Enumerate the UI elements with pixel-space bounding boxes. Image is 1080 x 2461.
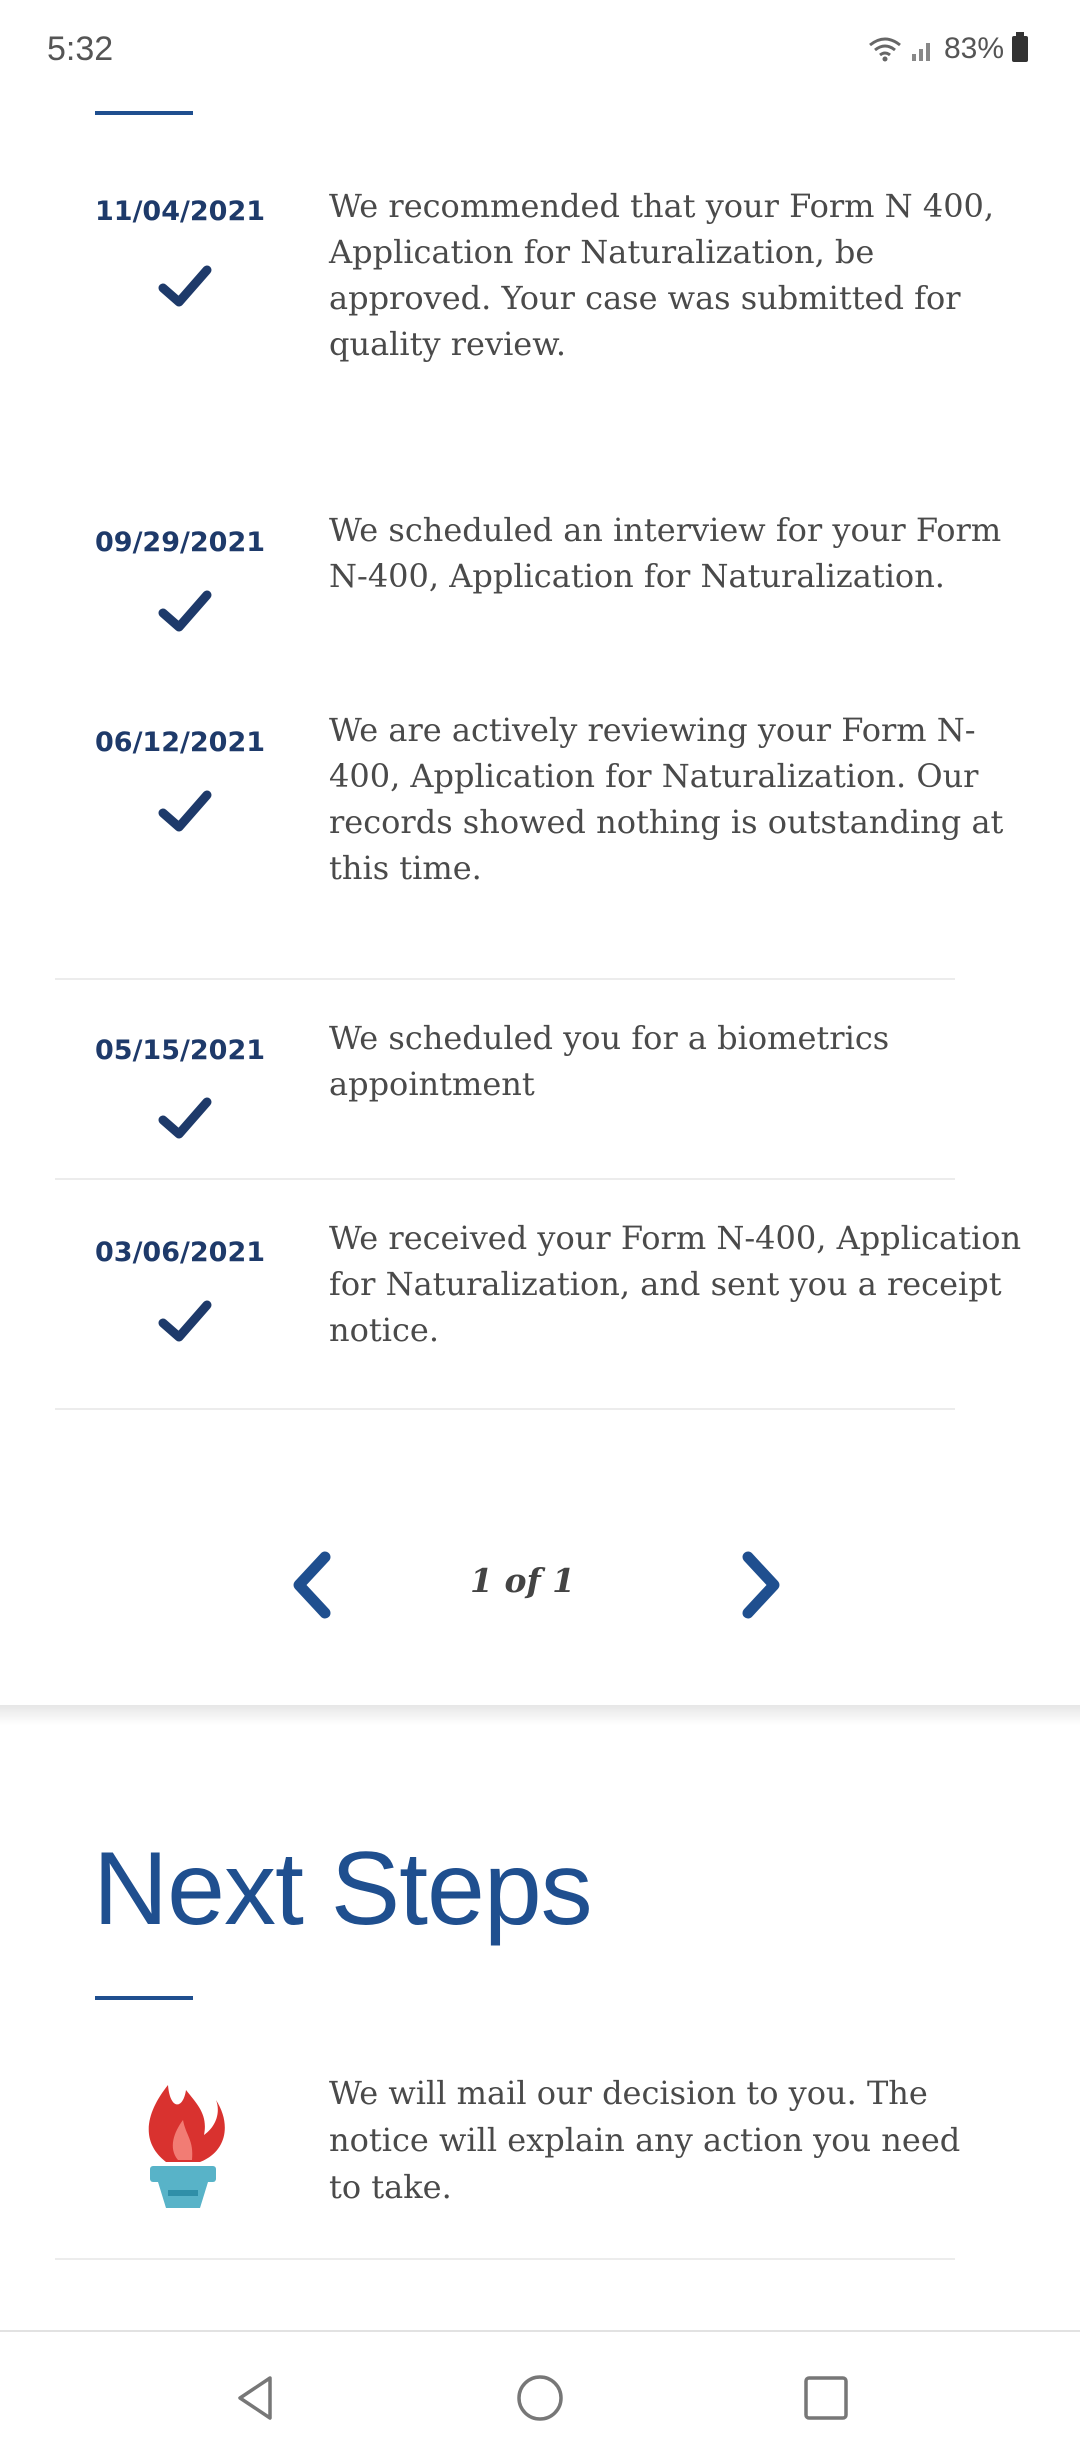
wifi-icon: [868, 36, 902, 62]
chevron-right-icon: [730, 1545, 790, 1625]
battery-percent: 83%: [943, 32, 1004, 65]
event-date: 11/04/2021: [95, 196, 266, 227]
next-page-button[interactable]: [730, 1545, 790, 1625]
next-steps-accent-bar: [95, 1996, 193, 2000]
recents-icon: [796, 2368, 856, 2428]
check-icon: [157, 258, 213, 314]
next-step-item: [55, 2040, 961, 2260]
event-description: We recommended that your Form N 400, Application for Naturalization, be approved. Your case was submitted for quality review.: [329, 187, 995, 363]
signal-icon: [910, 36, 936, 62]
home-icon: [510, 2368, 570, 2428]
event-date: 03/06/2021: [95, 1237, 266, 1268]
event-date: 09/29/2021: [95, 527, 266, 558]
next-step-text: We will mail our decision to you. The notice will explain any action you need to take.: [329, 2074, 961, 2206]
status-time: 5:32: [47, 30, 114, 68]
event-date: 05/15/2021: [95, 1035, 266, 1066]
back-icon: [226, 2368, 286, 2428]
timeline-event: [55, 140, 995, 465]
event-description: We scheduled an interview for your Form N-400, Application for Naturalization.: [329, 511, 1002, 595]
timeline-event: [55, 465, 1002, 695]
timeline-event: [55, 980, 955, 1180]
event-date: 06/12/2021: [95, 727, 266, 758]
previous-page-button[interactable]: [283, 1545, 343, 1625]
recents-button[interactable]: [796, 2368, 856, 2428]
section-divider: [0, 1705, 1080, 1725]
page-indicator: 1 of 1: [470, 1561, 576, 1600]
case-history-timeline: [55, 140, 1022, 1410]
check-icon: [157, 583, 213, 639]
system-nav-bar: [0, 2330, 1080, 2461]
check-icon: [157, 783, 213, 839]
status-bar: [0, 0, 1080, 100]
timeline-event: [55, 1180, 1022, 1410]
torch-icon: [128, 2070, 238, 2220]
check-icon: [157, 1090, 213, 1146]
event-description: We scheduled you for a biometrics appointment: [329, 1019, 890, 1103]
next-steps-title: Next Steps: [93, 1831, 592, 1947]
pagination: [0, 1545, 1080, 1625]
status-icons: [868, 32, 1028, 66]
check-icon: [157, 1293, 213, 1349]
timeline-event: [55, 695, 1004, 980]
chevron-left-icon: [283, 1545, 343, 1625]
section-accent-bar: [95, 111, 193, 115]
back-button[interactable]: [226, 2368, 286, 2428]
battery-icon: [1012, 36, 1028, 62]
event-description: We are actively reviewing your Form N-400, Application for Naturalization. Our records showed nothing is outstanding at this time.: [329, 711, 1004, 887]
event-description: We received your Form N-400, Application for Naturalization, and sent you a receipt notice.: [329, 1219, 1022, 1349]
home-button[interactable]: [510, 2368, 570, 2428]
